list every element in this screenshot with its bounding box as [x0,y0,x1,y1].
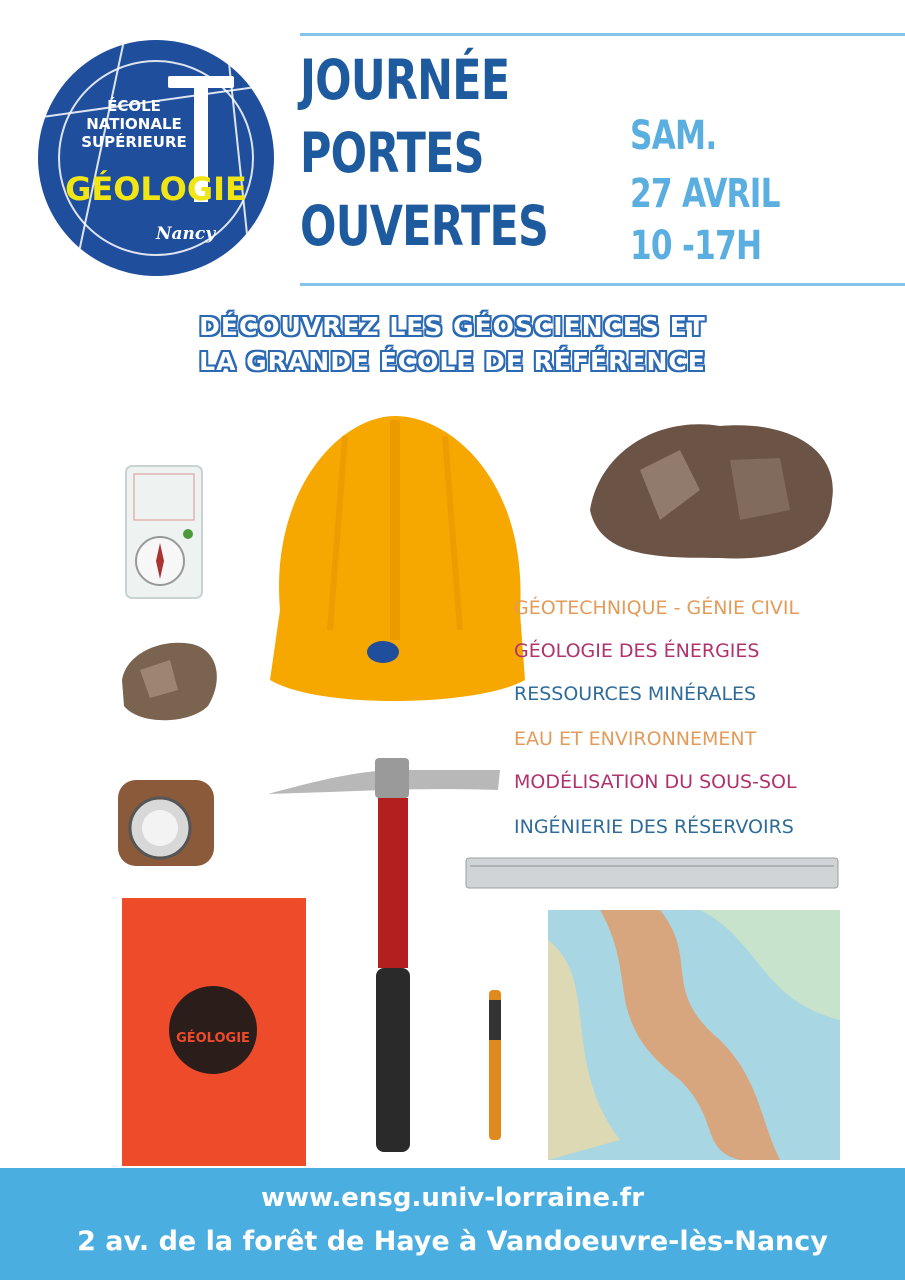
notebook-logo-name: GÉOLOGIE [176,1031,250,1046]
footer-website-link[interactable]: www.ensg.univ-lorraine.fr [260,1183,645,1213]
specialty-energies: GÉOLOGIE DES ÉNERGIES [514,640,760,662]
tagline-line1: DÉCOUVREZ LES GÉOSCIENCES ET [199,312,706,341]
header-bottom-rule [300,283,905,286]
date-hours: 10 -17H [630,223,762,269]
logo-line2: NATIONALE [86,115,182,133]
specialty-modelisation: MODÉLISATION DU SOUS-SOL [514,771,797,793]
hard-hat [270,416,525,701]
specialty-ressources: RESSOURCES MINÉRALES [514,683,757,705]
title-line2: PORTES [300,121,484,185]
footer-address: 2 av. de la forêt de Haye à Vandoeuvre-lès-Nancy [77,1226,828,1257]
pocket-compass [118,780,214,866]
title-line1: JOURNÉE [300,48,510,112]
scale-ruler [466,858,838,888]
date-day: SAM. [630,113,717,159]
mineral-specimen-large [590,424,833,558]
field-notebook [122,898,306,1166]
specialty-eau: EAU ET ENVIRONNEMENT [514,728,757,750]
logo-line3: SUPÉRIEURE [81,133,187,151]
tagline-line2: LA GRANDE ÉCOLE DE RÉFÉRENCE [199,347,706,376]
mineral-specimen-small [122,643,217,721]
geologic-map [548,910,840,1160]
school-logo [38,40,274,276]
logo-line1: ÉCOLE [107,97,161,115]
header-top-rule [300,33,905,36]
specialty-geotechnique: GÉOTECHNIQUE - GÉNIE CIVIL [514,597,800,619]
date-date: 27 AVRIL [630,171,780,217]
baseplate-compass [126,466,202,598]
specialty-reservoirs: INGÉNIERIE DES RÉSERVOIRS [514,816,794,838]
pen [489,990,501,1140]
logo-name: GÉOLOGIE [65,170,247,208]
title-line3: OUVERTES [300,194,549,258]
logo-city: Nancy [156,224,216,244]
